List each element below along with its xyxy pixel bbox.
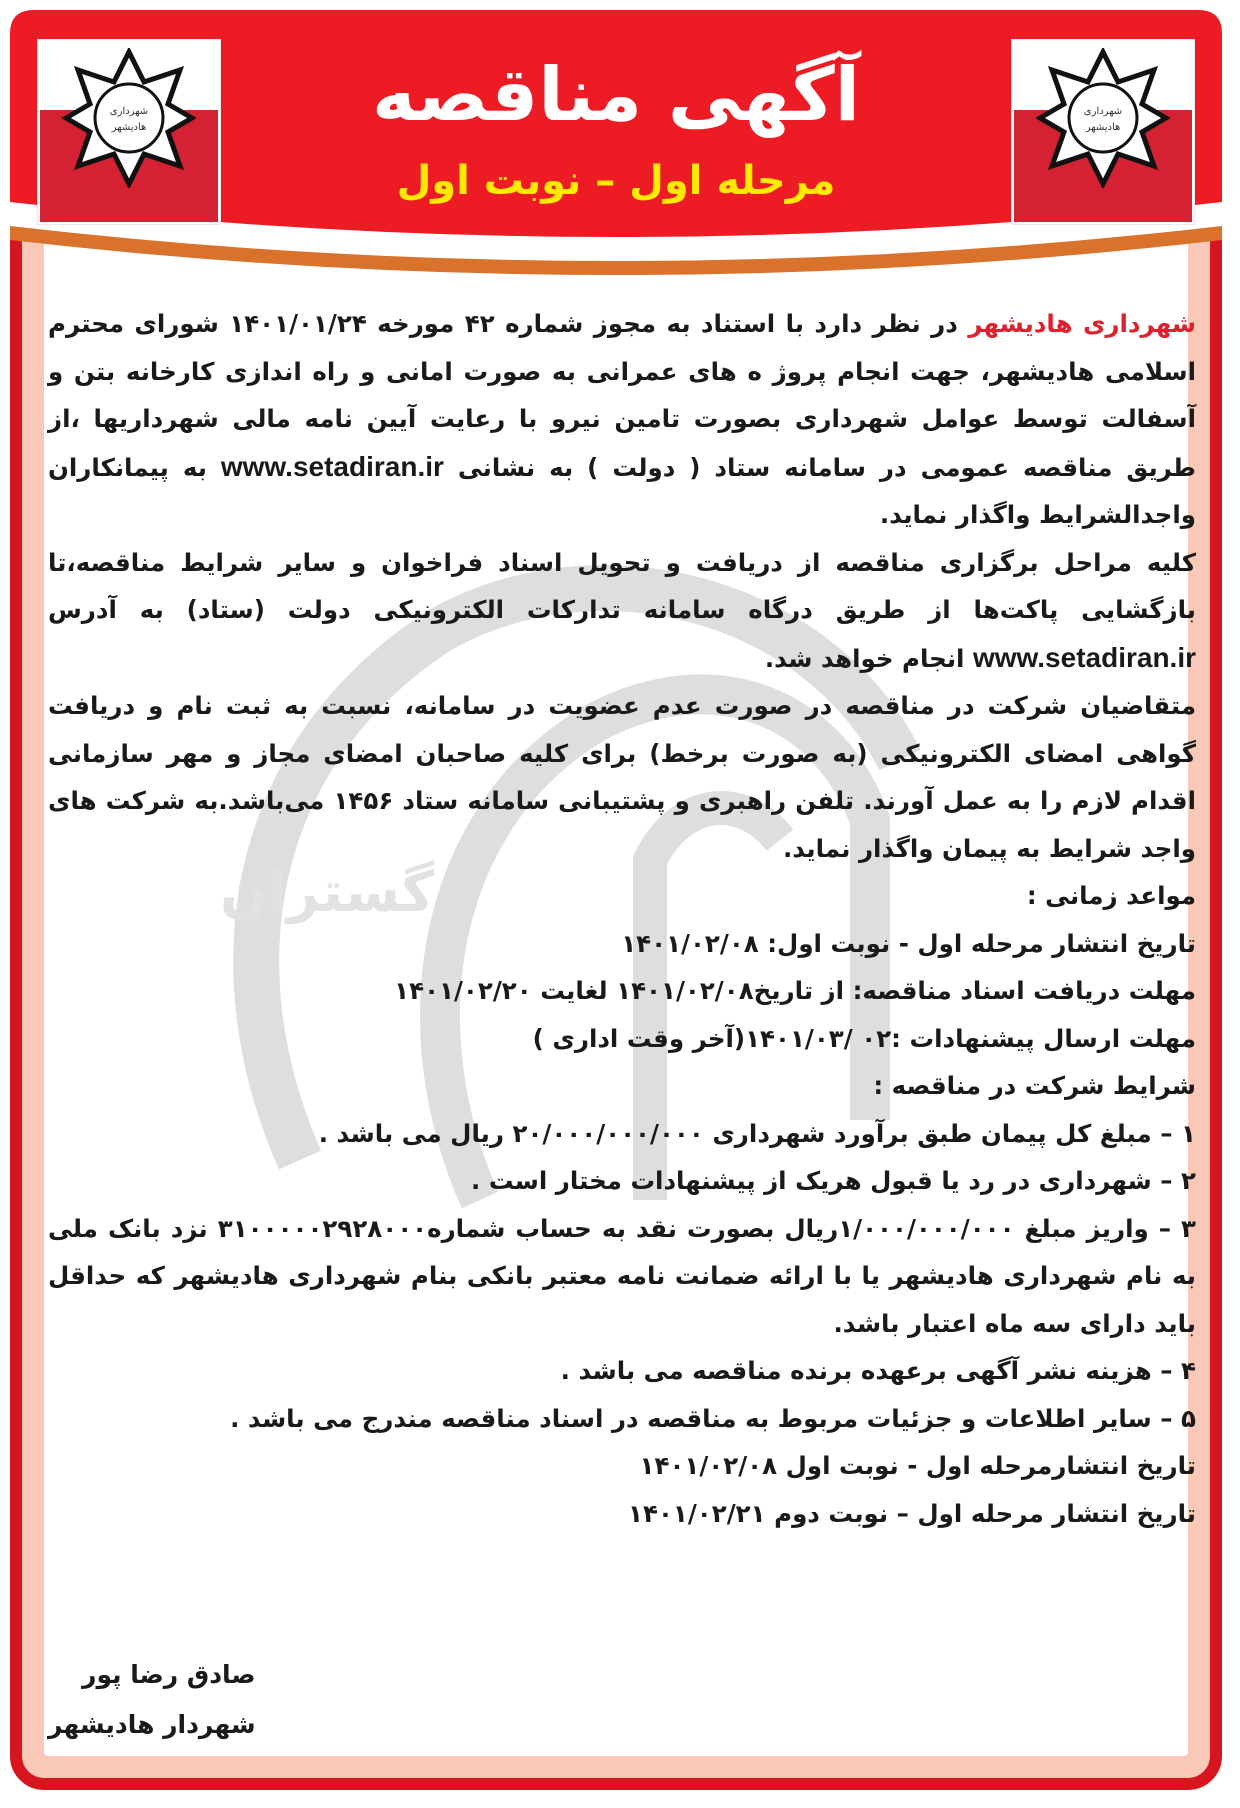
signatory-title: شهردار هادیشهر (48, 1710, 256, 1739)
condition-item: ۲ – شهرداری در رد یا قبول هریک از پیشنهادات مختار است . (470, 1166, 1196, 1195)
svg-text:شهرداری: شهرداری (1083, 106, 1123, 117)
schedule-item: تاریخ انتشار مرحله اول - نوبت اول: ۱۴۰۱/۰۲/۰۸ (621, 928, 1196, 958)
publication-date: تاریخ انتشارمرحله اول - نوبت اول ۱۴۰۱/۰۲/۰۸ (639, 1451, 1196, 1480)
publisher-watermark-icon: گستران (180, 560, 940, 1260)
setad-url-link[interactable]: www.setadiran.ir (220, 450, 444, 482)
svg-text:هادیشهر: هادیشهر (1085, 122, 1121, 133)
condition-item: ۵ – سایر اطلاعات و جزئیات مربوط به مناقصه در اسناد مناقصه مندرج می باشد . (230, 1403, 1196, 1433)
notice-body (48, 300, 1196, 1537)
organization-name: شهرداری هادیشهر (968, 309, 1196, 338)
procedure-paragraph: کلیه مراحل برگزاری مناقصه از دریافت و تحویل اسناد فراخوان و سایر شرایط مناقصه،تا بازگشایی پاکت‌ها از طریق درگاه سامانه تدارکات الکترونیکی دولت (ستاد) به آدرس www.setadiran.ir انجام خواهد شد. (48, 547, 1196, 673)
signature-block (48, 1650, 256, 1750)
signatory-name: صادق رضا پور (82, 1660, 256, 1689)
registration-paragraph: متقاضیان شرکت در مناقصه در صورت عدم عضویت در سامانه، نسبت به ثبت نام و دریافت گواهی امضای الکترونیکی (به صورت برخط) برای کلیه صاحبان امضای مجاز و مهر سازمانی اقدام لازم را به عمل آورند. تلفن راهبری و پشتیبانی سامانه ستاد ۱۴۵۶ می‌باشد.به شرکت های واجد شرایط به پیمان واگذار نماید. (48, 691, 1196, 863)
schedule-item: مهلت دریافت اسناد مناقصه: از تاریخ۱۴۰۱/۰۲/۰۸ لغایت ۱۴۰۱/۰۲/۲۰ (394, 976, 1196, 1005)
intro-paragraph: شهرداری هادیشهر در نظر دارد با استناد به مجوز شماره ۴۲ مورخه ۱۴۰۱/۰۱/۲۴ شورای محترم اسلامی هادیشهر، جهت انجام پروژ ه های عمرانی به صورت امانی و راه اندازی کارخانه بتن و آسفالت توسط عوامل شهرداری بصورت تامین نیرو با رعایت آیین نامه مالی شهرداریها ،از طریق مناقصه عمومی در سامانه ستاد ( دولت ) به نشانی www.setadiran.ir به پیمانکاران واجدالشرایط واگذار نماید. (48, 309, 1196, 529)
condition-item: ۳ – واریز مبلغ ۱/۰۰۰/۰۰۰/۰۰۰ریال بصورت نقد به حساب شماره۳۱۰۰۰۰۰۲۹۲۸۰۰۰ نزد بانک ملی به نام شهرداری هادیشهر یا با ارائه ضمانت نامه معتبر بانکی بنام شهرداری هادیشهر که حداقل باید دارای سه ماه اعتبار باشد. (48, 1213, 1196, 1338)
schedule-item: مهلت ارسال پیشنهادات :۰۲ /۱۴۰۱/۰۳(آخر وقت اداری ) (532, 1023, 1196, 1053)
condition-item: ۴ – هزینه نشر آگهی برعهده برنده مناقصه می باشد . (560, 1356, 1196, 1385)
notice-title: آگهی مناقصه (372, 52, 860, 138)
schedule-heading: مواعد زمانی : (1026, 881, 1196, 910)
condition-item: ۱ – مبلغ کل پیمان طبق برآورد شهرداری ۲۰/۰۰۰/۰۰۰/۰۰۰ ریال می باشد . (318, 1118, 1196, 1148)
publication-date: تاریخ انتشار مرحله اول – نوبت دوم ۱۴۰۱/۰۲/۲۱ (628, 1498, 1196, 1528)
setad-url-link[interactable]: www.setadiran.ir (972, 641, 1196, 673)
svg-text:شهرداری: شهرداری (109, 106, 149, 117)
notice-subtitle: مرحله اول – نوبت اول (396, 158, 836, 204)
conditions-heading: شرایط شرکت در مناقصه : (873, 1071, 1196, 1100)
notice-header (10, 10, 1222, 300)
svg-text:هادیشهر: هادیشهر (111, 122, 147, 133)
